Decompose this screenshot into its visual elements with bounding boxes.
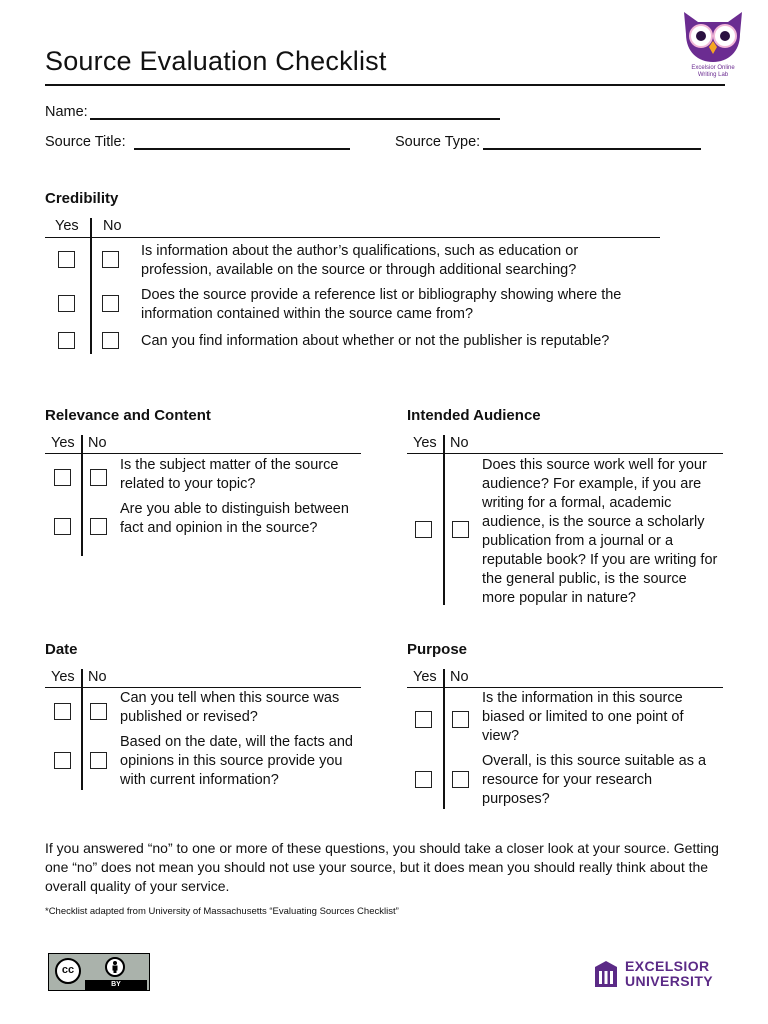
credibility-q2-no-checkbox[interactable] <box>102 295 119 312</box>
cc-by-license-badge[interactable] <box>48 953 150 991</box>
purpose-q2-no-checkbox[interactable] <box>452 771 469 788</box>
credibility-no-header: No <box>103 218 122 234</box>
cc-icon <box>55 958 81 984</box>
date-q2: Based on the date, will the facts and opinions in this source provide you with current information? <box>120 734 353 788</box>
excelsior-university-logo <box>592 958 727 992</box>
relevance-heading: Relevance and Content <box>45 407 211 424</box>
source-title-label: Source Title: <box>45 134 126 150</box>
university-name-line1: EXCELSIOR <box>625 958 710 974</box>
title-divider <box>45 84 725 86</box>
credibility-header-rule <box>45 237 660 238</box>
credibility-q1-yes-checkbox[interactable] <box>58 251 75 268</box>
relevance-yes-header: Yes <box>51 435 75 451</box>
date-no-header: No <box>88 669 107 685</box>
audience-header-rule <box>407 453 723 454</box>
university-crest-icon <box>592 959 620 989</box>
footnote: *Checklist adapted from University of Massachusetts “Evaluating Sources Checklist” <box>45 906 399 917</box>
purpose-header-rule <box>407 687 723 688</box>
credibility-yes-header: Yes <box>55 218 79 234</box>
name-field[interactable] <box>90 118 500 120</box>
relevance-q2: Are you able to distinguish between fact and opinion in the source? <box>120 501 349 536</box>
relevance-q1: Is the subject matter of the source related to your topic? <box>120 457 339 492</box>
by-strip <box>85 980 147 990</box>
source-title-field[interactable] <box>134 148 350 150</box>
credibility-q1: Is information about the author’s qualifications, such as education or profession, available on the source or through additional searching? <box>141 243 579 278</box>
logo-line1: Excelsior Online <box>691 65 735 71</box>
purpose-q2-yes-checkbox[interactable] <box>415 771 432 788</box>
university-name-line2: UNIVERSITY <box>625 973 714 989</box>
date-divider <box>81 669 83 790</box>
relevance-q1-no-checkbox[interactable] <box>90 469 107 486</box>
source-type-field[interactable] <box>483 148 701 150</box>
date-q2-yes-checkbox[interactable] <box>54 752 71 769</box>
purpose-q1: Is the information in this source biased or limited to one point of view? <box>482 690 684 744</box>
purpose-no-header: No <box>450 669 469 685</box>
owl-logo <box>678 8 748 82</box>
audience-q1-no-checkbox[interactable] <box>452 521 469 538</box>
credibility-q3-yes-checkbox[interactable] <box>58 332 75 349</box>
closing-paragraph: If you answered “no” to one or more of these questions, you should take a closer look at your source. Getting one “no” does not mean you should not use your source, but it does mean you should really think about the overall quality of your service. <box>45 840 719 894</box>
attribution-icon <box>105 957 125 977</box>
name-label: Name: <box>45 104 88 120</box>
date-q1-yes-checkbox[interactable] <box>54 703 71 720</box>
purpose-divider <box>443 669 445 809</box>
purpose-q1-yes-checkbox[interactable] <box>415 711 432 728</box>
by-label: BY <box>111 981 121 988</box>
source-type-label: Source Type: <box>395 134 481 150</box>
audience-yes-header: Yes <box>413 435 437 451</box>
audience-no-header: No <box>450 435 469 451</box>
credibility-q3-no-checkbox[interactable] <box>102 332 119 349</box>
logo-line2: Writing Lab <box>697 72 729 78</box>
relevance-q1-yes-checkbox[interactable] <box>54 469 71 486</box>
relevance-q2-yes-checkbox[interactable] <box>54 518 71 535</box>
relevance-divider <box>81 435 83 556</box>
date-heading: Date <box>45 641 78 658</box>
cc-icon-text: cc <box>61 964 75 976</box>
purpose-q2: Overall, is this source suitable as a resource for your research purposes? <box>482 753 707 807</box>
relevance-q2-no-checkbox[interactable] <box>90 518 107 535</box>
date-header-rule <box>45 687 361 688</box>
date-q1: Can you tell when this source was published or revised? <box>120 690 340 725</box>
audience-heading: Intended Audience <box>407 407 541 424</box>
relevance-no-header: No <box>88 435 107 451</box>
purpose-q1-no-checkbox[interactable] <box>452 711 469 728</box>
credibility-q2-yes-checkbox[interactable] <box>58 295 75 312</box>
date-q2-no-checkbox[interactable] <box>90 752 107 769</box>
date-q1-no-checkbox[interactable] <box>90 703 107 720</box>
page-title: Source Evaluation Checklist <box>45 46 387 76</box>
purpose-heading: Purpose <box>407 641 468 658</box>
audience-q1-yes-checkbox[interactable] <box>415 521 432 538</box>
credibility-q3: Can you find information about whether or not the publisher is reputable? <box>141 333 610 349</box>
date-yes-header: Yes <box>51 669 75 685</box>
credibility-divider <box>90 218 92 354</box>
credibility-q2: Does the source provide a reference list or bibliography showing where the information contained within the source came from? <box>141 287 622 322</box>
credibility-heading: Credibility <box>45 190 119 207</box>
relevance-header-rule <box>45 453 361 454</box>
credibility-q1-no-checkbox[interactable] <box>102 251 119 268</box>
owl-icon <box>678 8 748 64</box>
purpose-yes-header: Yes <box>413 669 437 685</box>
audience-q1: Does this source work well for your audience? For example, if you are writing for a formal, academic audience, is the source a scholarly publication from a journal or a reputable book? If you are writing for the general public, is the source more popular in nature? <box>482 457 718 606</box>
audience-divider <box>443 435 445 605</box>
